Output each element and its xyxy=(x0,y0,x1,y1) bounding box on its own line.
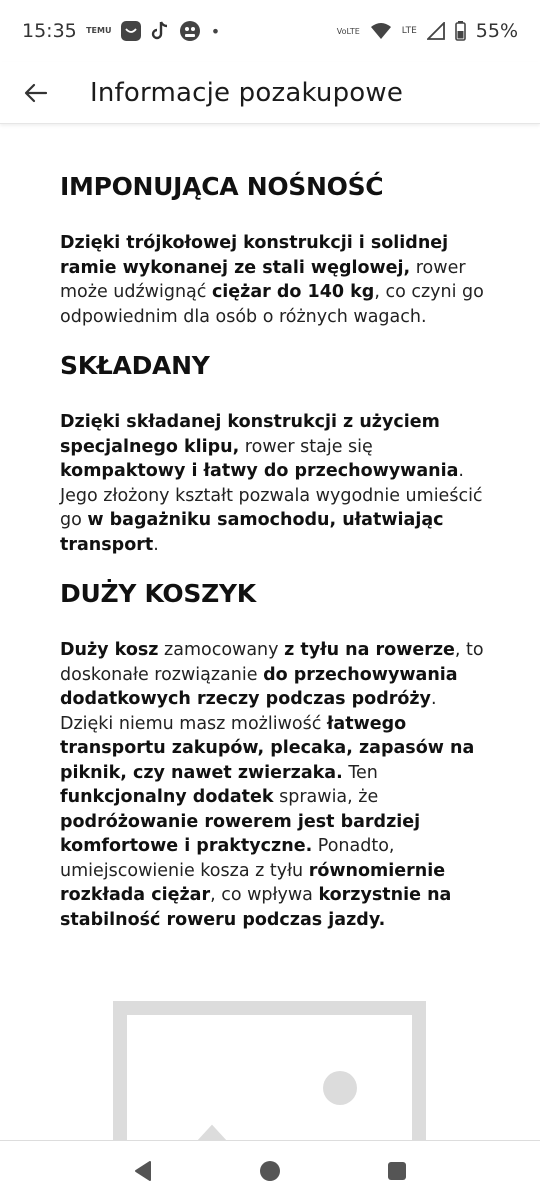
section-heading: IMPONUJĄCA NOŚNOŚĆ xyxy=(60,172,384,201)
text-segment: , co wpływa xyxy=(210,885,319,905)
text-segment: , to doskonałe rozwiązanie xyxy=(60,640,484,685)
more-notifications-dot-icon: • xyxy=(210,21,221,41)
bold-text-segment: do przechowywania dodatkowych rzeczy podczas podróży xyxy=(60,664,458,709)
app-pay-notification-icon xyxy=(179,20,201,42)
page-title: Informacje pozakupowe xyxy=(90,77,404,108)
section-heading: DUŻY KOSZYK xyxy=(60,579,256,608)
bold-text-segment: w bagażniku samochodu, ułatwiając transport xyxy=(60,510,444,555)
bold-text-segment: kompaktowy i łatwy do przechowywania xyxy=(60,461,459,481)
bold-text-segment: funkcjonalny dodatek xyxy=(60,787,274,807)
bold-text-segment: Duży kosz xyxy=(60,640,159,660)
text-segment: rower może udźwignąć xyxy=(60,257,466,302)
section-large-basket xyxy=(60,579,490,932)
description-content xyxy=(60,150,490,932)
text-segment: Ten xyxy=(342,762,378,783)
system-navigation-bar xyxy=(0,1140,540,1200)
battery-percent: 55% xyxy=(475,20,518,42)
square-recents-icon xyxy=(387,1161,407,1181)
status-bar-right xyxy=(337,20,518,42)
section-load-capacity xyxy=(60,172,490,329)
text-segment: Ponadto, umiejscowienie kosza z tyłu xyxy=(60,836,395,881)
image-placeholder-icon xyxy=(112,1000,427,1150)
bold-text-segment: z tyłu na rowerze xyxy=(284,640,455,660)
bold-text-segment: równomiernie rozkłada ciężar xyxy=(60,860,446,905)
bold-text-segment: Dzięki trójkołowej konstrukcji i solidnej ramie wykonanej ze stali węglowej, xyxy=(60,233,449,278)
bold-text-segment: korzystnie na stabilność roweru podczas jazdy. xyxy=(60,885,452,930)
back-button[interactable] xyxy=(0,62,72,124)
status-bar-left xyxy=(22,20,220,42)
text-segment: . Dzięki niemu masz możliwość xyxy=(60,689,437,734)
section-heading: SKŁADANY xyxy=(60,351,210,380)
section-paragraph xyxy=(60,638,490,932)
status-bar xyxy=(0,0,540,62)
circle-home-icon xyxy=(259,1160,281,1182)
text-segment: sprawia, że xyxy=(273,787,379,807)
app-bar xyxy=(0,62,540,124)
signal-icon xyxy=(427,22,445,40)
triangle-back-icon xyxy=(132,1160,154,1182)
section-paragraph xyxy=(60,231,490,329)
bold-text-segment: łatwego transportu zakupów, plecaka, zapasów na piknik, czy nawet zwierzaka. xyxy=(60,713,475,783)
text-segment: . xyxy=(153,534,159,555)
text-segment: rower staje się xyxy=(239,436,373,457)
status-time: 15:35 xyxy=(22,20,77,42)
bold-text-segment: Dzięki składanej konstrukcji z użyciem specjalnego klipu, xyxy=(60,412,440,457)
bold-text-segment: podróżowanie rowerem jest bardziej komfortowe i praktyczne. xyxy=(60,811,421,856)
wifi-icon xyxy=(370,22,392,40)
app-notification-icon xyxy=(121,21,141,41)
nav-back-button[interactable] xyxy=(118,1146,168,1196)
temu-icon-label: TEMU xyxy=(86,26,112,35)
nav-home-button[interactable] xyxy=(245,1146,295,1196)
lte-label: LTE xyxy=(401,26,417,36)
text-segment: , co czyni go odpowiednim dla osób o różnych wagach. xyxy=(60,282,484,327)
tiktok-notification-icon xyxy=(151,21,169,41)
product-image-placeholder xyxy=(112,1000,427,1150)
text-segment: . Jego złożony kształt pozwala wygodnie umieścić go xyxy=(60,461,483,530)
text-segment: zamocowany xyxy=(158,640,285,660)
section-foldable xyxy=(60,351,490,557)
section-paragraph xyxy=(60,410,490,557)
battery-icon xyxy=(455,21,466,41)
arrow-left-icon xyxy=(24,83,48,103)
volte-label: VoLTE xyxy=(336,26,360,36)
nav-recents-button[interactable] xyxy=(372,1146,422,1196)
bold-text-segment: ciężar do 140 kg xyxy=(211,282,375,302)
temu-notification-icon xyxy=(87,27,111,35)
volte-icon xyxy=(337,27,360,36)
